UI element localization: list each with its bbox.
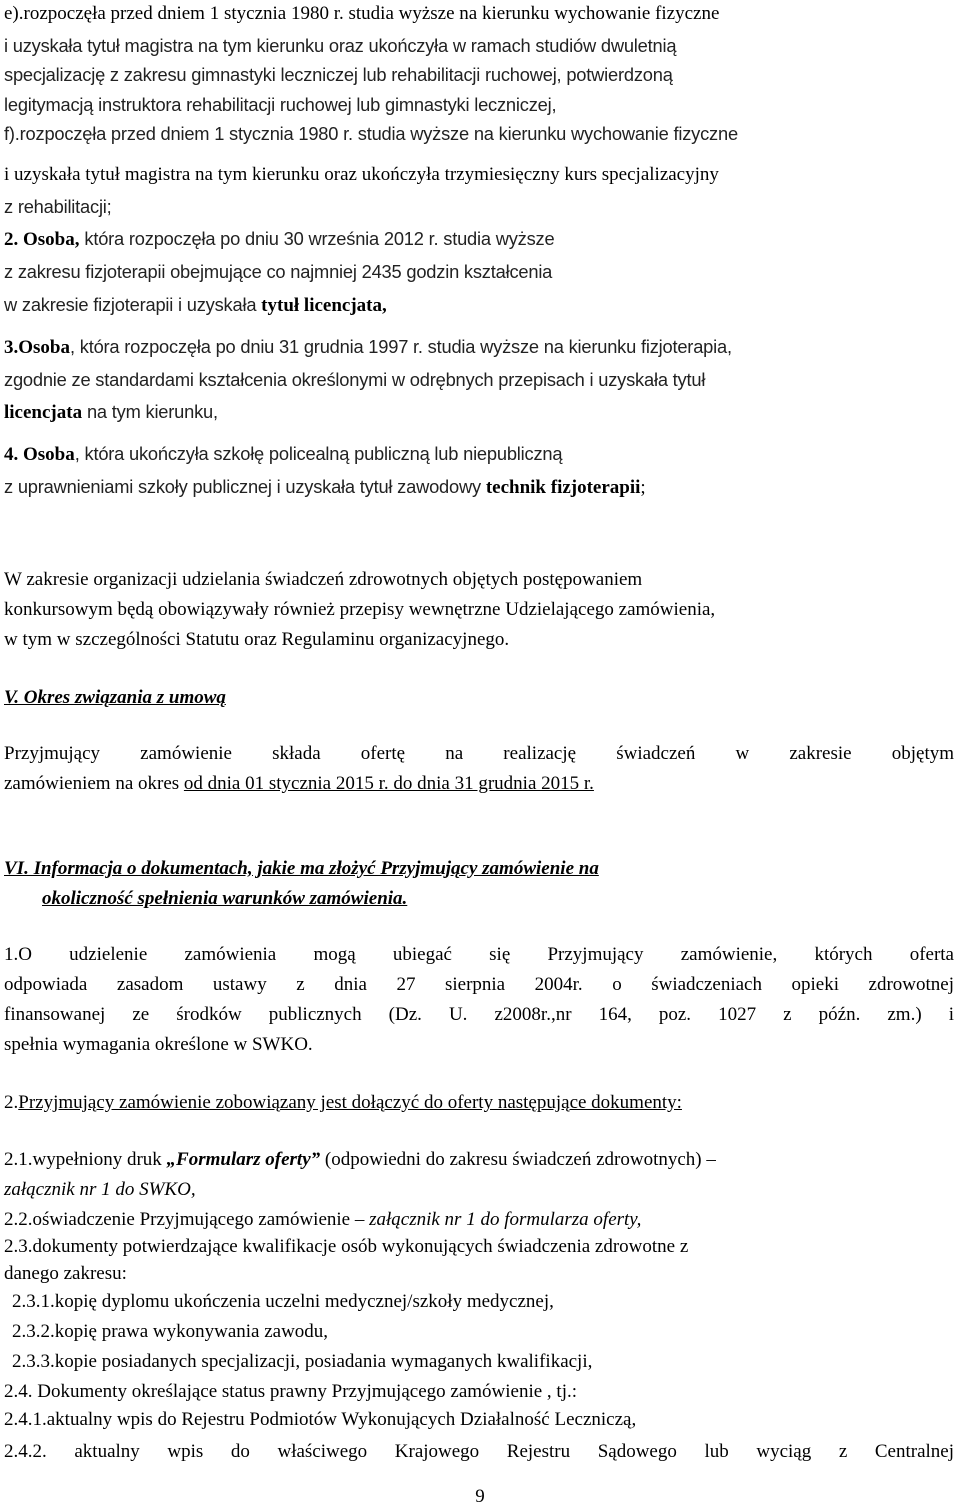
italic-span: załącznik nr 1 do formularza oferty, [369,1209,642,1230]
text-line [4,293,387,318]
text-span: 2.1.wypełniony druk [4,1149,167,1170]
text-line: 2.3.3.kopie posiadanych specjalizacji, posiadania wymaganych kwalifikacji, [12,1351,593,1372]
text-line: załącznik nr 1 do SWKO, [4,1179,196,1200]
page-number: 9 [475,1486,485,1507]
text-line: z rehabilitacji; [4,196,112,217]
item-number: 4. Osoba [4,444,75,465]
text-line: 2.3.dokumenty potwierdzające kwalifikacje osób wykonujących świadczenia zdrowotne z [4,1236,689,1257]
text-line: danego zakresu: [4,1263,127,1284]
text-line: zgodnie ze standardami kształcenia określonymi w odrębnych przepisach i uzyskała tytuł [4,369,706,390]
text-line: 2.3.1.kopię dyplomu ukończenia uczelni medycznej/szkoły medycznej, [12,1291,554,1312]
text-line: 1.O udzielenie zamówienia mogą ubiegać się Przyjmujący zamówienie, których oferta [4,944,954,965]
text-line: spełnia wymagania określone w SWKO. [4,1034,313,1055]
text-line [4,475,646,500]
text-line [4,1208,641,1232]
text-line: legitymacją instruktora rehabilitacji ruchowej lub gimnastyki leczniczej, [4,94,557,115]
bold-span: technik fizjoterapii [485,477,641,498]
text-line: z zakresu fizjoterapii obejmujące co najmniej 2435 godzin kształcenia [4,261,553,282]
text-span: , która ukończyła szkołę policealną publiczną lub niepubliczną [74,443,563,464]
underlined-span: Przyjmujący zamówienie zobowiązany jest dołączyć do oferty następujące dokumenty: [18,1092,682,1113]
text-line: f).rozpoczęła przed dniem 1 stycznia 1980 r. studia wyższe na kierunku wychowanie fizyczne [4,123,738,144]
text-line: specjalizację z zakresu gimnastyki leczniczej lub rehabilitacji ruchowej, potwierdzoną [4,64,673,85]
text-span: zamówieniem na okres [4,773,184,794]
list-item-3 [4,335,732,360]
text-line: 2.4.1.aktualny wpis do Rejestru Podmiotów Wykonujących Działalność Leczniczą, [4,1409,637,1430]
text-line: e).rozpoczęła przed dniem 1 stycznia 1980 r. studia wyższe na kierunku wychowanie fizyczne [4,3,720,24]
bold-italic-span: „Formularz oferty” [166,1149,321,1170]
text-line [4,772,594,796]
text-line: W zakresie organizacji udzielania świadczeń zdrowotnych objętych postępowaniem [4,569,643,590]
section-heading-v: V. Okres związania z umową [4,687,226,708]
text-span: 2.2.oświadczenie Przyjmującego zamówienie – [4,1209,370,1230]
text-line: 2.3.2.kopię prawa wykonywania zawodu, [12,1321,329,1342]
underlined-span: od dnia 01 stycznia 2015 r. do dnia 31 grudnia 2015 r. [183,773,594,794]
section-heading-vi-cont: okoliczność spełnienia warunków zamówienia. [42,888,408,909]
text-span: w zakresie fizjoterapii i uzyskała [4,294,262,315]
bold-span: tytuł licencjata, [261,295,387,316]
text-line: finansowanej ze środków publicznych (Dz. U. z2008r.,nr 164, poz. 1027 z późn. zm.) i [4,1004,954,1025]
text-line: 2.4.2. aktualny wpis do właściwego Krajowego Rejestru Sądowego lub wyciąg z Centralnej [4,1441,954,1462]
text-line: w tym w szczególności Statutu oraz Regulaminu organizacyjnego. [4,629,510,650]
text-line [4,1091,682,1115]
text-line: 2.4. Dokumenty określające status prawny Przyjmującego zamówienie , tj.: [4,1381,578,1402]
list-item-2 [4,227,554,252]
text-line: konkursowym będą obowiązywały również przepisy wewnętrzne Udzielającego zamówienia, [4,599,716,620]
text-line: i uzyskała tytuł magistra na tym kierunku oraz ukończyła trzymiesięczny kurs specjalizacyjny [4,164,719,185]
item-number: 3.Osoba [4,337,70,358]
text-span: (odpowiedni do zakresu świadczeń zdrowotnych) – [320,1149,716,1170]
section-heading-vi: VI. Informacja o dokumentach, jakie ma złożyć Przyjmujący zamówienie na [4,858,599,879]
text-span: która rozpoczęła po dniu 30 września 2012 r. studia wyższe [79,228,555,249]
text-line [4,400,218,425]
text-span: z uprawnieniami szkoły publicznej i uzyskała tytuł zawodowy [4,476,486,497]
text-span: , która rozpoczęła po dniu 31 grudnia 1997 r. studia wyższe na kierunku fizjoterapia, [70,336,732,357]
text-span: 2. [4,1092,19,1113]
text-line: Przyjmujący zamówienie składa ofertę na realizację świadczeń w zakresie objętym [4,743,954,764]
text-span: na tym kierunku, [82,401,218,422]
bold-span: licencjata [4,402,83,423]
text-line [4,1148,716,1172]
list-item-4 [4,442,562,467]
text-line: i uzyskała tytuł magistra na tym kierunku oraz ukończyła w ramach studiów dwuletnią [4,35,677,56]
text-line: odpowiada zasadom ustawy z dnia 27 sierpnia 2004r. o świadczeniach opieki zdrowotnej [4,974,954,995]
item-number: 2. Osoba, [4,229,80,250]
text-span: ; [640,477,646,498]
